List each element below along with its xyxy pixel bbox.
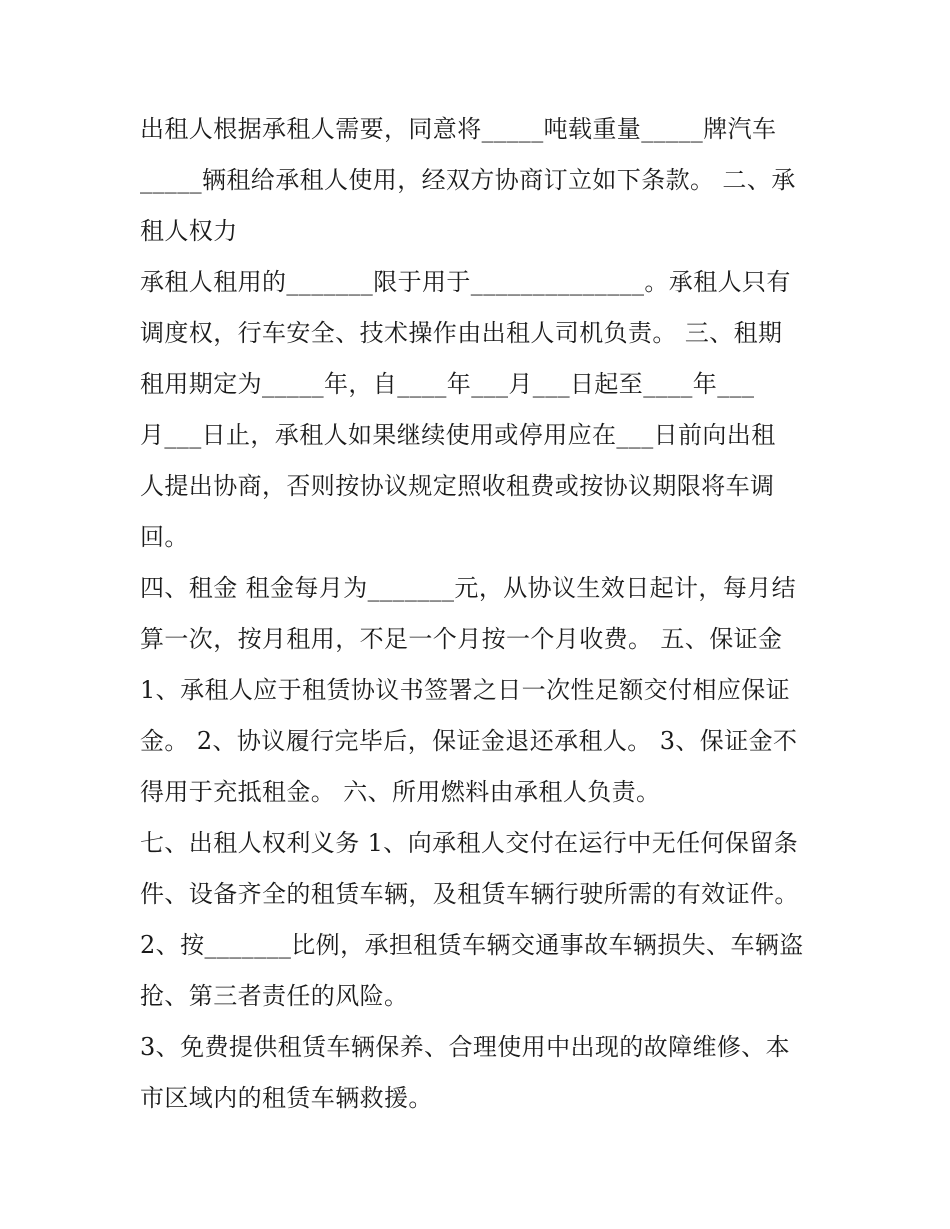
text-line: 月___日止，承租人如果继续使用或停用应在___日前向出租 <box>140 421 776 449</box>
text-line: 承租人租用的_______限于用于______________。承租人只有 <box>140 268 791 296</box>
text-line: 人提出协商，否则按协议规定照收租费或按协议期限将车调 <box>140 472 775 500</box>
text-line: 调度权，行车安全、技术操作由出租人司机负责。 三、租期 <box>140 319 783 347</box>
text-line: 件、设备齐全的租赁车辆，及租赁车辆行驶所需的有效证件。 <box>140 880 799 908</box>
text-line: 3、免费提供租赁车辆保养、合理使用中出现的故障维修、本 <box>140 1033 791 1061</box>
text-line: 1、承租人应于租赁协议书签署之日一次性足额交付相应保证 <box>140 676 791 704</box>
text-line: 算一次，按月租用，不足一个月按一个月收费。 五、保证金 <box>140 625 783 653</box>
text-line: 租用期定为_____年，自____年___月___日起至____年___ <box>140 370 755 398</box>
text-line: 四、租金 租金每月为_______元，从协议生效日起计，每月结 <box>140 574 797 602</box>
text-line: _____辆租给承租人使用，经双方协商订立如下条款。 二、承 <box>140 166 796 194</box>
text-line: 七、出租人权利义务 1、向承租人交付在运行中无任何保留条 <box>140 829 799 857</box>
text-line: 得用于充抵租金。 六、所用燃料由承租人负责。 <box>140 778 661 806</box>
text-line: 2、按_______比例，承担租赁车辆交通事故车辆损失、车辆盗 <box>140 931 804 959</box>
document-body <box>140 104 810 1124</box>
text-line: 回。 <box>140 523 189 551</box>
text-line: 抢、第三者责任的风险。 <box>140 982 409 1010</box>
text-line: 租人权力 <box>140 217 238 245</box>
text-line: 金。 2、协议履行完毕后，保证金退还承租人。 3、保证金不 <box>140 727 798 755</box>
text-line: 出租人根据承租人需要，同意将_____吨载重量_____牌汽车 <box>140 115 777 143</box>
text-line: 市区域内的租赁车辆救援。 <box>140 1084 433 1112</box>
